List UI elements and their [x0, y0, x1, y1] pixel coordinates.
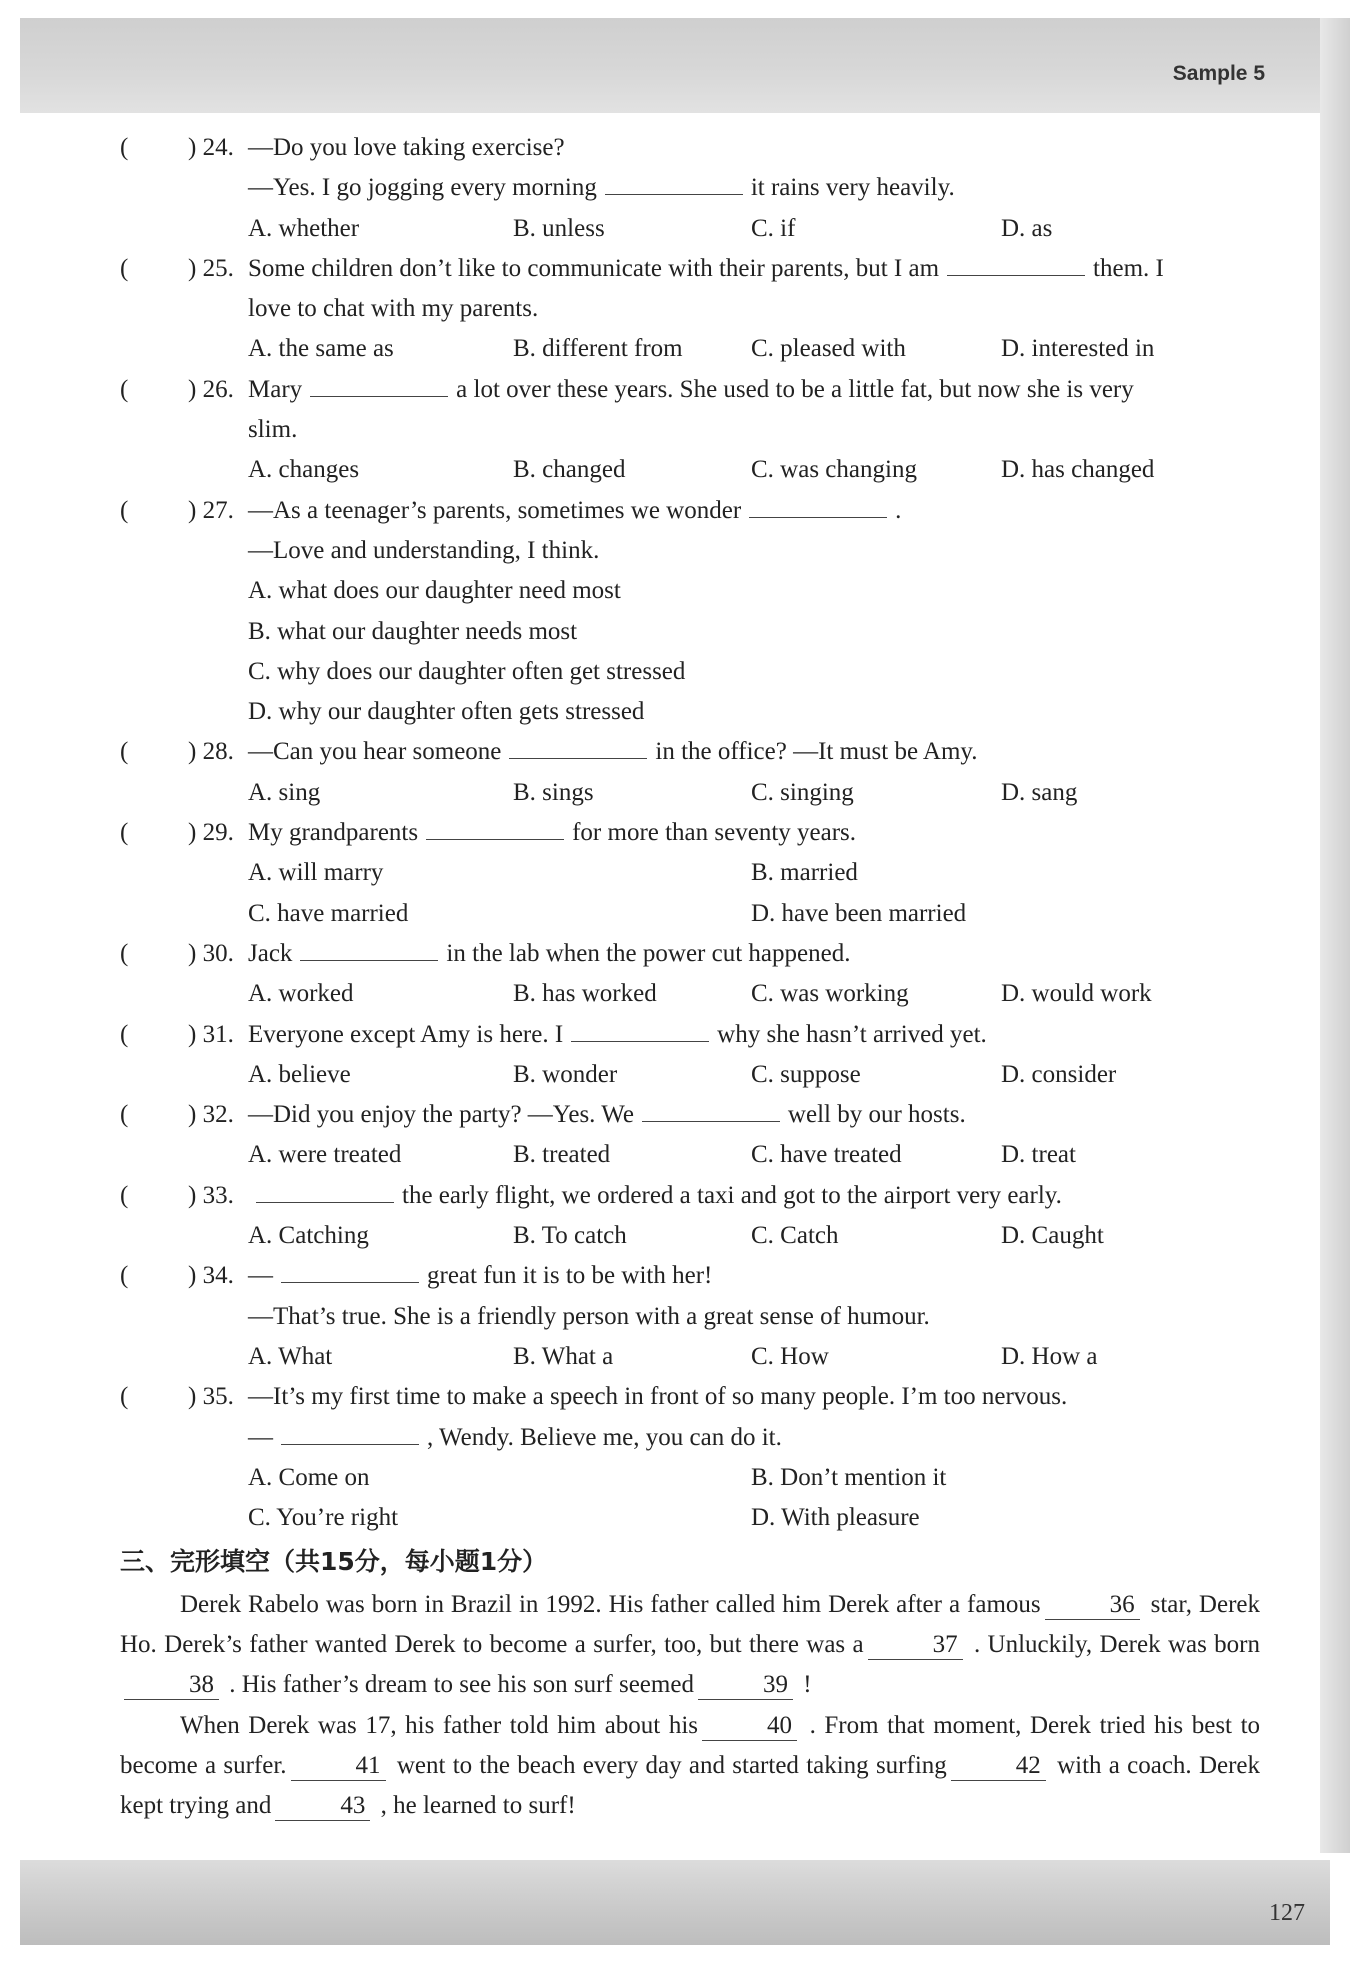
text-segment: , Wendy. Believe me, you can do it.: [427, 1423, 782, 1451]
option-choice[interactable]: D. sang: [1001, 778, 1078, 806]
answer-paren[interactable]: (: [120, 134, 129, 161]
text-segment: in the office? —It must be Amy.: [655, 738, 978, 766]
question-line: [120, 168, 1260, 208]
question-text: [248, 813, 856, 853]
option-choice[interactable]: C. Catch: [751, 1222, 839, 1250]
question-stem: [120, 813, 1260, 853]
question-number: ) 25.: [188, 254, 234, 282]
answer-blank[interactable]: [281, 1260, 419, 1283]
text-segment: When Derek was 17, his father told him about his: [180, 1711, 698, 1739]
option-choice[interactable]: B. To catch: [513, 1222, 627, 1250]
option-choice[interactable]: A. changes: [248, 456, 360, 484]
text-segment: why she hasn’t arrived yet.: [717, 1020, 987, 1048]
question-stem: [120, 1176, 1260, 1216]
text-segment: —Yes. I go jogging every morning: [248, 174, 597, 202]
option-choice[interactable]: B. sings: [513, 778, 594, 806]
options: [120, 1135, 1260, 1175]
options: [120, 1458, 1260, 1539]
question-text: [248, 934, 850, 974]
answer-blank[interactable]: [749, 495, 887, 518]
question-text: [248, 1095, 966, 1135]
option-choice[interactable]: B. wonder: [513, 1060, 618, 1088]
question-item: [120, 491, 1260, 733]
cloze-paragraph-2: [120, 1706, 1260, 1827]
text-segment: them. I: [1093, 254, 1164, 282]
question-number: ) 26.: [188, 375, 234, 403]
option-choice[interactable]: D. as: [1001, 214, 1053, 242]
text-segment: a lot over these years. She used to be a little fat, but now she is very: [456, 375, 1134, 403]
text-segment: star, Derek Ho. Derek’s father wanted Derek to become a surfer, too, but there was a: [120, 1590, 1261, 1658]
options: [120, 209, 1260, 249]
question-line: —Love and understanding, I think.: [248, 536, 600, 564]
question-number: ) 30.: [188, 939, 234, 967]
option-choice[interactable]: A. Catching: [248, 1222, 369, 1250]
question-stem: [120, 370, 1260, 410]
text-segment: —: [248, 1262, 273, 1290]
option-choice[interactable]: A. whether: [248, 214, 360, 242]
option-choice[interactable]: C. suppose: [751, 1060, 861, 1088]
cloze-blank[interactable]: 42: [951, 1752, 1046, 1781]
question-stem: [120, 1377, 1260, 1417]
options: [120, 450, 1260, 490]
text-segment: . Unluckily, Derek was born: [973, 1630, 1261, 1658]
question-text: [248, 370, 1134, 410]
option-choice[interactable]: A. the same as: [248, 335, 394, 363]
option-choice[interactable]: C. have married: [248, 899, 409, 927]
question-number: ) 33.: [188, 1181, 234, 1209]
text-segment: Mary: [248, 375, 303, 403]
question-stem: [120, 1256, 1260, 1296]
option-choice[interactable]: C. why does our daughter often get stressed: [248, 657, 686, 685]
text-segment: Derek Rabelo was born in Brazil in 1992. His father called him Derek after a famous: [180, 1590, 1041, 1618]
text-segment: , he learned to surf!: [380, 1792, 576, 1820]
options: [120, 329, 1260, 369]
page-number: 127: [1269, 1900, 1305, 1926]
options: [120, 773, 1260, 813]
answer-paren[interactable]: (: [120, 1020, 129, 1048]
cloze-blank[interactable]: 39: [698, 1671, 793, 1700]
options: [120, 1337, 1260, 1377]
option-choice[interactable]: A. What: [248, 1342, 333, 1370]
question-number: ) 24.: [188, 134, 234, 161]
options: [120, 974, 1260, 1014]
question-number: ) 32.: [188, 1101, 234, 1129]
text-segment: My grandparents: [248, 819, 419, 847]
question-text: [248, 491, 901, 531]
option-choice[interactable]: A. were treated: [248, 1141, 402, 1169]
option-choice[interactable]: C. singing: [751, 778, 854, 806]
question-item: [120, 934, 1260, 1015]
text-segment: well by our hosts.: [787, 1101, 966, 1129]
question-number: ) 28.: [188, 738, 234, 766]
question-text: [248, 1256, 712, 1296]
question-text: —Do you love taking exercise?: [248, 134, 565, 161]
question-item: [120, 249, 1260, 370]
cloze-blank[interactable]: 43: [275, 1792, 370, 1821]
option-choice[interactable]: A. worked: [248, 980, 354, 1008]
section-title: 三、完形填空（共15分，每小题1分）: [120, 1547, 548, 1577]
answer-paren[interactable]: (: [120, 1383, 129, 1411]
text-segment: Some children don’t like to communicate with their parents, but I am: [248, 254, 940, 282]
text-segment: . His father’s dream to see his son surf seemed: [229, 1671, 694, 1699]
question-line: love to chat with my parents.: [248, 295, 539, 323]
option-choice[interactable]: D. why our daughter often gets stressed: [248, 698, 645, 726]
text-segment: !: [803, 1671, 812, 1699]
option-choice[interactable]: B. treated: [513, 1141, 611, 1169]
option-choice[interactable]: C. if: [751, 214, 796, 242]
answer-paren[interactable]: (: [120, 496, 129, 524]
question-text: [248, 1015, 987, 1055]
option-choice[interactable]: B. What a: [513, 1342, 614, 1370]
question-number: ) 27.: [188, 496, 234, 524]
text-segment: for more than seventy years.: [572, 819, 857, 847]
answer-blank[interactable]: [947, 253, 1085, 276]
answer-blank[interactable]: [571, 1019, 709, 1042]
cloze-blank[interactable]: 38: [124, 1671, 219, 1700]
option-choice[interactable]: B. Don’t mention it: [751, 1463, 947, 1491]
header-band: [20, 18, 1330, 113]
question-item: [120, 813, 1260, 934]
text-segment: Everyone except Amy is here. I: [248, 1020, 564, 1048]
answer-paren[interactable]: (: [120, 939, 129, 967]
question-list: [120, 128, 1260, 1538]
question-stem: [120, 249, 1260, 289]
header-label: Sample 5: [1172, 62, 1265, 85]
answer-paren[interactable]: (: [120, 1262, 129, 1290]
option-choice[interactable]: D. With pleasure: [751, 1504, 920, 1532]
option-choice[interactable]: C. You’re right: [248, 1504, 399, 1532]
cloze-blank[interactable]: 37: [868, 1631, 963, 1660]
cloze-blank[interactable]: 40: [702, 1712, 797, 1741]
question-stem: [120, 128, 1260, 168]
option-choice[interactable]: B. married: [751, 859, 858, 887]
question-line: [120, 1418, 1260, 1458]
answer-paren[interactable]: (: [120, 819, 129, 847]
option-choice[interactable]: C. pleased with: [751, 335, 906, 363]
option-choice[interactable]: C. have treated: [751, 1141, 902, 1169]
question-stem: [120, 1015, 1260, 1055]
question-number: ) 35.: [188, 1383, 234, 1411]
option-choice[interactable]: C. How: [751, 1342, 829, 1370]
cloze-paragraph-1: [120, 1585, 1260, 1706]
question-stem: [120, 491, 1260, 531]
text-segment: it rains very heavily.: [750, 174, 955, 202]
option-choice[interactable]: D. interested in: [1001, 335, 1155, 363]
option-choice[interactable]: A. Come on: [248, 1463, 370, 1491]
question-number: ) 31.: [188, 1020, 234, 1048]
question-item: [120, 1176, 1260, 1257]
question-item: [120, 1256, 1260, 1377]
option-choice[interactable]: D. consider: [1001, 1060, 1117, 1088]
question-item: [120, 732, 1260, 813]
text-segment: —: [248, 1423, 273, 1451]
answer-blank[interactable]: [509, 736, 647, 759]
question-number: ) 29.: [188, 819, 234, 847]
option-choice[interactable]: B. has worked: [513, 980, 657, 1008]
option-choice[interactable]: D. would work: [1001, 980, 1152, 1008]
text-segment: great fun it is to be with her!: [427, 1262, 713, 1290]
question-item: [120, 1095, 1260, 1176]
text-segment: Jack: [248, 939, 293, 967]
question-stem: [120, 934, 1260, 974]
answer-blank[interactable]: [300, 938, 438, 961]
question-line: —That’s true. She is a friendly person with a great sense of humour.: [248, 1302, 930, 1330]
option-choice[interactable]: C. was working: [751, 980, 909, 1008]
answer-blank[interactable]: [256, 1180, 394, 1203]
side-tab: [1320, 18, 1350, 1853]
option-choice[interactable]: B. what our daughter needs most: [248, 617, 578, 645]
text-segment: with a coach. Derek kept trying and: [120, 1751, 1261, 1820]
answer-paren[interactable]: (: [120, 1101, 129, 1129]
options: [120, 1216, 1260, 1256]
option-choice[interactable]: A. will marry: [248, 859, 384, 887]
answer-paren[interactable]: (: [120, 1181, 129, 1209]
options: [120, 571, 1260, 732]
text-segment: —Can you hear someone: [248, 738, 502, 766]
text-segment: went to the beach every day and started taking surfing: [396, 1751, 947, 1779]
answer-blank[interactable]: [642, 1099, 780, 1122]
text-segment: . From that moment, Derek tried his best to become a surfer.: [120, 1711, 1261, 1779]
question-text: [248, 732, 978, 772]
text-segment: in the lab when the power cut happened.: [446, 939, 851, 967]
question-stem: [120, 1095, 1260, 1135]
question-text: [248, 249, 1164, 289]
question-item: [120, 370, 1260, 491]
option-choice[interactable]: C. was changing: [751, 456, 917, 484]
answer-blank[interactable]: [426, 817, 564, 840]
answer-blank[interactable]: [281, 1422, 419, 1445]
options: [120, 853, 1260, 934]
answer-paren[interactable]: (: [120, 375, 129, 403]
option-choice[interactable]: B. unless: [513, 214, 605, 242]
option-choice[interactable]: D. have been married: [751, 899, 967, 927]
question-item: [120, 1377, 1260, 1538]
text-segment: —Did you enjoy the party? —Yes. We: [248, 1101, 634, 1129]
option-choice[interactable]: D. treat: [1001, 1141, 1076, 1169]
question-item: [120, 128, 1260, 249]
page-content: [120, 128, 1260, 1826]
option-choice[interactable]: A. sing: [248, 778, 321, 806]
option-choice[interactable]: D. How a: [1001, 1342, 1098, 1370]
question-number: ) 34.: [188, 1262, 234, 1290]
option-choice[interactable]: B. changed: [513, 456, 626, 484]
option-choice[interactable]: A. what does our daughter need most: [248, 577, 621, 605]
answer-paren[interactable]: (: [120, 738, 129, 766]
answer-blank[interactable]: [310, 374, 448, 397]
options: [120, 1055, 1260, 1095]
answer-blank[interactable]: [605, 172, 743, 195]
footer-band: [20, 1860, 1330, 1945]
question-line: slim.: [248, 416, 298, 444]
option-choice[interactable]: D. Caught: [1001, 1222, 1104, 1250]
text-segment: .: [895, 496, 902, 524]
question-stem: [120, 732, 1260, 772]
question-text: —It’s my first time to make a speech in front of so many people. I’m too nervous.: [248, 1383, 1068, 1411]
cloze-blank[interactable]: 41: [291, 1752, 386, 1781]
question-item: [120, 1015, 1260, 1096]
option-choice[interactable]: B. different from: [513, 335, 683, 363]
answer-paren[interactable]: (: [120, 254, 129, 282]
option-choice[interactable]: A. believe: [248, 1060, 351, 1088]
question-text: [248, 1176, 1062, 1216]
option-choice[interactable]: D. has changed: [1001, 456, 1155, 484]
cloze-blank[interactable]: 36: [1045, 1591, 1140, 1620]
text-segment: —As a teenager’s parents, sometimes we wonder: [248, 496, 742, 524]
text-segment: the early flight, we ordered a taxi and got to the airport very early.: [402, 1181, 1062, 1209]
